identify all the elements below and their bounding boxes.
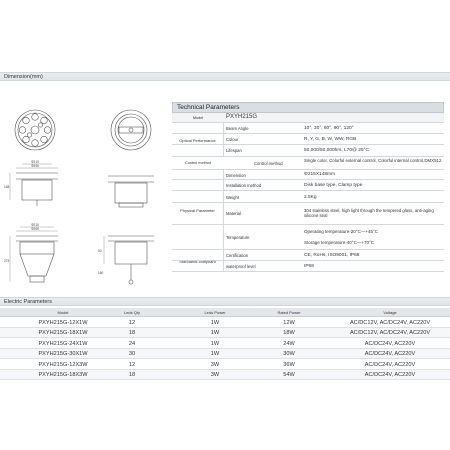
voltage-cell: AC/DC12V, AC/DC24V, AC220V (349, 319, 431, 326)
leds-qty-cell: 30 (128, 351, 136, 357)
dim-label: 148 (4, 185, 10, 189)
dimension-label: Dimension (226, 173, 246, 178)
control-method-row (172, 157, 444, 170)
model-cell: PXYH215G-18X1W (38, 330, 88, 336)
leds-qty-cell: 12 (128, 319, 136, 326)
table-row (0, 349, 450, 360)
leds-power-cell: 1W (210, 330, 220, 336)
leds-qty-cell: 24 (128, 340, 136, 347)
colour-label: Colour (226, 137, 239, 142)
leds-power-cell: 1W (210, 351, 220, 357)
installation-method-label: Installation method (226, 183, 262, 188)
rated-power-cell: 54W (283, 372, 295, 378)
control-method-value: Single color, Colorful external control, Colorful internal control,DMX512 (304, 158, 442, 163)
rated-power-cell: 36W (283, 361, 295, 368)
clamp-side-view-drawing (108, 176, 154, 207)
standards-group (172, 250, 444, 272)
voltage-cell: AC/DC24V, AC220V (364, 351, 416, 357)
optical-performance-group (172, 123, 444, 157)
electric-parameters-header: Electric Parameters (0, 297, 450, 306)
electric-table-header-row (0, 308, 450, 317)
technical-drawing (0, 84, 170, 294)
leds-power-cell: 1W (210, 340, 220, 347)
spike-mount-drawing (104, 236, 154, 284)
column-header-model: Model (57, 310, 69, 315)
voltage-cell: AC/DC24V, AC220V (364, 361, 416, 368)
colour-value: R, Y, G, B, W, WW, RGB (304, 137, 357, 142)
table-row (0, 359, 450, 370)
beam-angle-value: 10°, 30°, 60°, 90°, 120° (304, 126, 354, 131)
model-value: PXYH215G (226, 113, 258, 120)
leds-power-cell: 1W (210, 319, 220, 326)
dim-label: 160 (98, 271, 104, 275)
model-cell: PXYH215G-12X3W (38, 361, 88, 368)
back-view-drawing (111, 110, 151, 150)
housing-view-drawing (10, 227, 58, 282)
table-row (0, 370, 450, 381)
control-method-label: Control method (254, 161, 283, 166)
weight-value: 2.5Kg (304, 195, 317, 200)
standards-category-label: Standards compliant (172, 250, 224, 272)
dimension-drawings (0, 84, 170, 294)
operating-temperature-value: Operating temperature-20°C—+45°C (304, 229, 379, 234)
model-row (172, 113, 444, 123)
rated-power-cell: 24W (283, 340, 295, 347)
storage-temperature-value: Storage temperature-40°C—+70°C (304, 240, 375, 245)
physical-parameter-group (172, 170, 444, 250)
physical-category-label: Physical Parameter (172, 170, 224, 250)
lifespan-label: Lifespan (226, 148, 242, 153)
voltage-cell: AC/DC24V, AC220V (364, 372, 416, 378)
rated-power-cell: 12W (283, 319, 295, 326)
leds-power-cell: 3W (210, 361, 220, 368)
column-header-leds-qty: Leds Qty (123, 310, 140, 315)
material-label: Material (226, 211, 241, 216)
column-header-voltage: Voltage (383, 310, 397, 315)
dimension-header: Dimension(mm) (0, 72, 450, 81)
leds-qty-cell: 18 (128, 372, 136, 378)
waterproof-level-value: IP68 (304, 264, 314, 269)
rated-power-cell: 30W (283, 351, 295, 357)
table-row (0, 338, 450, 349)
temperature-label: Temperature (226, 235, 250, 240)
leds-qty-cell: 12 (128, 361, 136, 368)
table-row (0, 328, 450, 339)
table-row (0, 317, 450, 328)
waterproof-level-label: waterproof level (226, 264, 256, 269)
lifespan-value: 50,000/50,000hrs, L70@ 25°C (304, 148, 369, 153)
model-cell: PXYH215G-24X1W (38, 340, 88, 347)
column-header-rated-power: Rated Power (277, 310, 301, 315)
beam-angle-label: Beam Angle (226, 126, 249, 131)
dim-label: 90 (98, 249, 102, 253)
dimension-value: Φ215X148mm (304, 172, 336, 177)
model-cell: PXYH215G-12X1W (38, 319, 88, 326)
material-value: 304 stainless steel, high light through the tempered glass, anti-aging silicone seal (304, 208, 434, 218)
dim-label: Φ215 (31, 160, 39, 164)
voltage-cell: AC/DC24V, AC220V (364, 340, 416, 347)
leds-power-cell: 3W (210, 372, 220, 378)
technical-parameters-table (172, 102, 444, 272)
model-cell: PXYH215G-18X3W (38, 372, 88, 378)
certification-label: Certification (226, 253, 249, 258)
model-cell: PXYH215G-30X1W (38, 351, 88, 357)
electric-parameters-table (0, 308, 450, 380)
leds-qty-cell: 18 (128, 330, 136, 336)
voltage-cell: AC/DC12V, AC/DC24V, AC220V (349, 330, 431, 336)
dim-label: Φ206 (31, 164, 39, 168)
front-view-drawing (15, 110, 55, 150)
installation-method-value: Disk base type, Clamp type (304, 183, 363, 188)
rated-power-cell: 18W (283, 330, 295, 336)
technical-parameters-title: Technical Parameters (172, 102, 444, 113)
control-category-label: Control method (185, 161, 211, 165)
dim-label: Φ215 (31, 223, 39, 227)
electric-table-body (0, 317, 450, 380)
model-label: Model (192, 116, 204, 120)
dim-label: 273 (4, 259, 10, 263)
optical-category-label: Optical Performance (172, 123, 224, 157)
dim-label: Φ206 (31, 227, 39, 231)
certification-value: CE, RoHs, ISO9001, IP68 (304, 253, 360, 258)
side-view-drawing (10, 164, 58, 206)
weight-label: Weight (226, 195, 239, 200)
column-header-leds-power: Leds Power (204, 310, 226, 315)
